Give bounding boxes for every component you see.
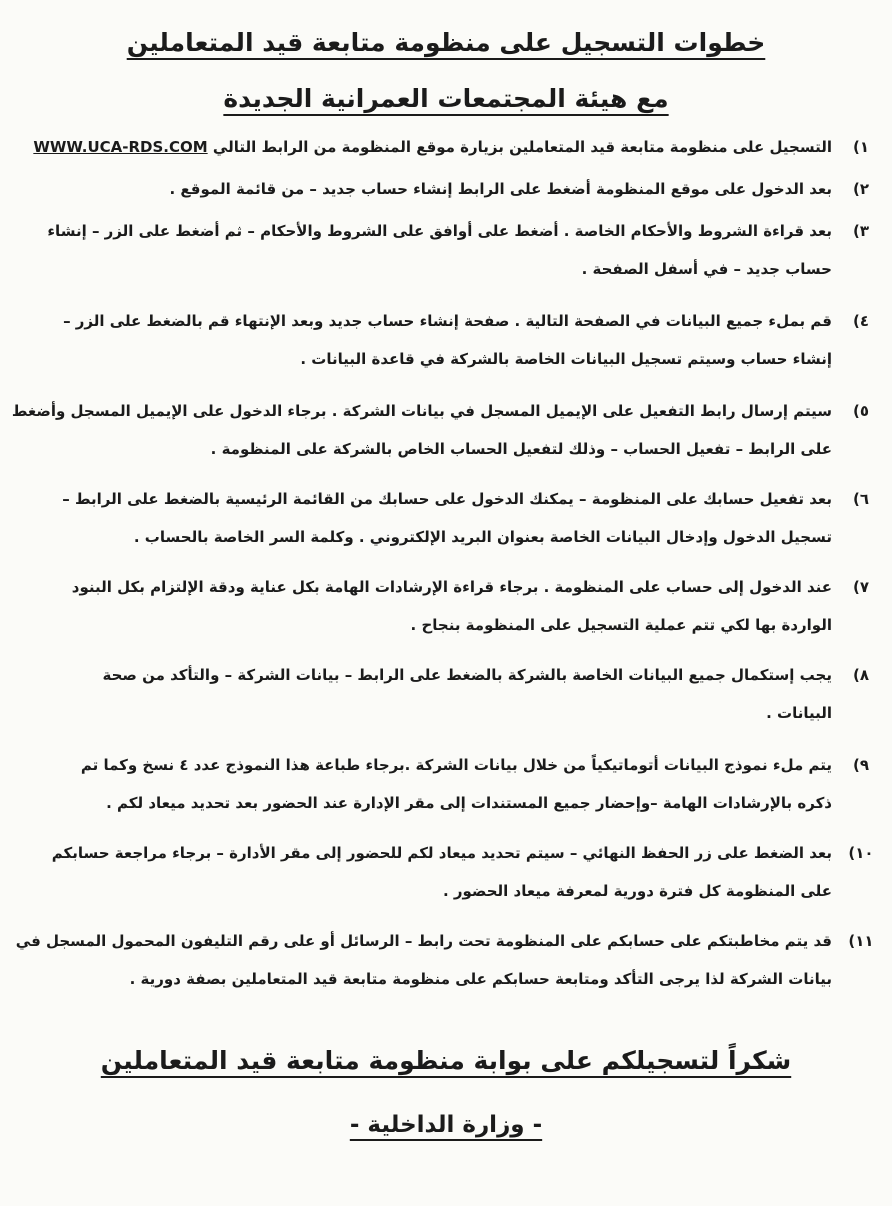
step-line: عند الدخول إلى حساب على المنظومة . برجاء قراءة الإرشادات الهامة بكل عناية ودقة الإلتزام بكل البنود (71, 578, 832, 596)
step-number: ٨) (852, 666, 869, 684)
step-line: يتم ملء نموذج البيانات أتوماتيكياً من خلال بيانات الشركة .برجاء طباعة هذا النموذج عدد ٤ نسخ وكما تم (80, 756, 832, 774)
website-link[interactable]: WWW.UCA-RDS.COM (33, 138, 208, 156)
step-number: ٤) (852, 312, 869, 330)
step-line: بيانات الشركة لذا يرجى التأكد ومتابعة حسابكم على منظومة متابعة قيد المتعاملين بصفة دورية . (129, 970, 832, 988)
step-number: ١) (852, 138, 869, 156)
step-line: إنشاء حساب وسيتم تسجيل البيانات الخاصة بالشركة في قاعدة البيانات . (300, 350, 832, 368)
step-5 (10, 392, 880, 468)
step-1 (10, 128, 880, 166)
step-number: ٥) (852, 402, 869, 420)
step-6 (10, 480, 880, 556)
step-9 (10, 746, 880, 822)
step-11 (10, 922, 880, 998)
step-number: ١٠) (848, 844, 874, 862)
document-title: خطوات التسجيل على منظومة متابعة قيد المتعاملين (126, 28, 766, 57)
step-line: بعد قراءة الشروط والأحكام الخاصة . أضغط على أوافق على الشروط والأحكام – ثم أضغط على الزر – إنشاء (47, 222, 832, 240)
step-4 (10, 302, 880, 378)
step-line: البيانات . (766, 704, 832, 722)
step-line: على المنظومة كل فترة دورية لمعرفة ميعاد الحضور . (442, 882, 832, 900)
step-line: بعد تفعيل حسابك على المنظومة – يمكنك الدخول على حسابك من القائمة الرئيسية بالضغط على الرابط – (62, 490, 832, 508)
step-line: ذكره بالإرشادات الهامة –وإحضار جميع المستندات إلى مقر الإدارة عند الحضور بعد تحديد ميعاد لكم . (106, 794, 832, 812)
step-3 (10, 212, 880, 288)
step-10 (10, 834, 880, 910)
step-number: ٦) (852, 490, 869, 508)
step-line: على الرابط – تفعيل الحساب – وذلك لتفعيل الحساب الخاص بالشركة على المنظومة . (210, 440, 832, 458)
document-subtitle: مع هيئة المجتمعات العمرانية الجديدة (223, 84, 669, 113)
step-line: يجب إستكمال جميع البيانات الخاصة بالشركة بالضغط على الرابط – بيانات الشركة – والتأكد من صحة (102, 666, 832, 684)
step-line: قم بملء جميع البيانات في الصفحة التالية . صفحة إنشاء حساب جديد وبعد الإنتهاء قم بالضغط على الزر – (63, 312, 832, 330)
step-line: تسجيل الدخول وإدخال البيانات الخاصة بعنوان البريد الإلكتروني . وكلمة السر الخاصة بالحساب . (133, 528, 832, 546)
step-7 (10, 568, 880, 644)
thanks-heading: شكراً لتسجيلكم على بوابة منظومة متابعة قيد المتعاملين (100, 1046, 792, 1075)
signature: - وزارة الداخلية - (349, 1112, 543, 1138)
step-line: الواردة بها لكي تتم عملية التسجيل على المنظومة بنجاح . (410, 616, 832, 634)
step-line: بعد الدخول على موقع المنظومة أضغط على الرابط إنشاء حساب جديد – من قائمة الموقع . (169, 180, 832, 198)
step-line: التسجيل على منظومة متابعة قيد المتعاملين بزيارة موقع المنظومة من الرابط التالي WWW.UCA-RDS.COM (33, 138, 832, 156)
step-2 (10, 170, 880, 208)
step-line: حساب جديد – في أسفل الصفحة . (581, 260, 832, 278)
step-number: ٧) (852, 578, 869, 596)
step-line: سيتم إرسال رابط التفعيل على الإيميل المسجل في بيانات الشركة . برجاء الدخول على الإيميل المسجل وأضغط (11, 402, 832, 420)
step-line: بعد الضغط على زر الحفظ النهائي – سيتم تحديد ميعاد لكم للحضور إلى مقر الأدارة – برجاء مراجعة حسابكم (51, 844, 832, 862)
step-8 (10, 656, 880, 732)
step-number: ٣) (852, 222, 869, 240)
step-number: ٢) (852, 180, 869, 198)
step-number: ٩) (852, 756, 869, 774)
step-number: ١١) (848, 932, 874, 950)
step-line: قد يتم مخاطبتكم على حسابكم على المنظومة تحت رابط – الرسائل أو على رقم التليفون المحمول المسجل في (15, 932, 832, 950)
